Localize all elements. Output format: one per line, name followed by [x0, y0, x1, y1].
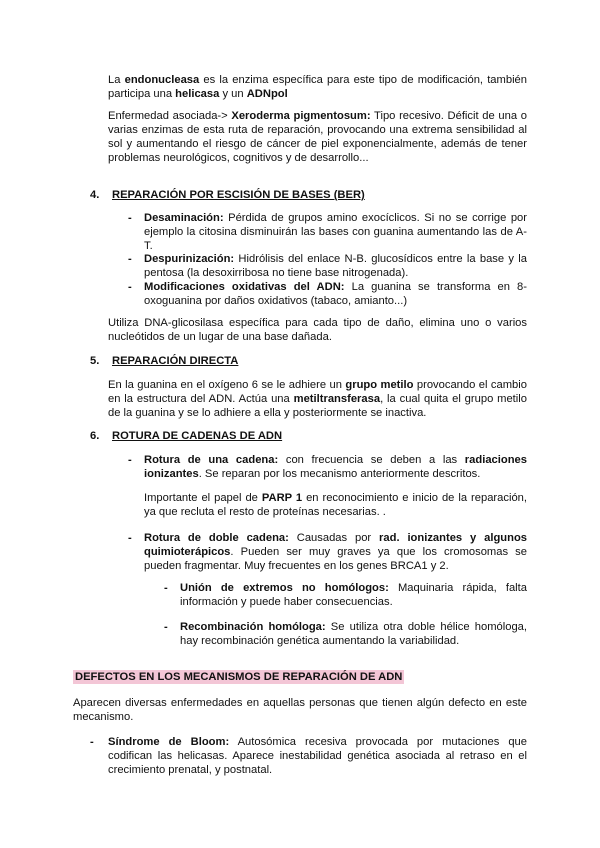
bullet-dash: -: [128, 253, 132, 265]
text: En la guanina en el oxígeno 6 se le adhiere un: [108, 379, 346, 391]
section-4-note: Utiliza DNA-glicosilasa específica para cada tipo de daño, elimina uno o varios nucleótidos de un lugar de una base dañada.: [108, 317, 527, 343]
sub-item-recombinacion: [180, 620, 527, 648]
text: Tipo recesivo. Déficit de una o varias enzimas de esta ruta de reparación, provocando una extrema sensibilidad al sol y aumentando el riesgo de cáncer de piel exponencialmente, además de tener problemas neurológicos, cognitivos y de desarrollo...: [108, 110, 527, 164]
section-number: 6.: [90, 430, 100, 442]
text: en reconocimiento e inicio de la reparación, ya que recluta el resto de proteínas necesarias. .: [144, 492, 528, 518]
bold-term: Modificaciones oxidativas del ADN:: [144, 281, 345, 293]
text: . Pueden ser muy graves ya que los cromosomas se pueden fragmentar. Muy frecuentes en los genes BRCA1 y 2.: [144, 546, 527, 572]
bullet-dash: -: [128, 454, 132, 466]
bold-term: rad. ionizantes y algunos quimioterápicos: [144, 532, 528, 558]
bold-term: Síndrome de Bloom:: [108, 736, 230, 748]
text: Maquinaria rápida, falta información y puede haber consecuencias.: [180, 582, 527, 608]
intro-paragraph-endonucleasa: [108, 73, 527, 101]
defects-heading: DEFECTOS EN LOS MECANISMOS DE REPARACIÓN DE ADN: [75, 671, 403, 683]
text: La: [108, 74, 125, 86]
section-title: ROTURA DE CADENAS DE ADN: [112, 430, 283, 442]
bold-term: Despurinización:: [144, 253, 235, 265]
text: es la enzima específica para este tipo de modificación, también participa una: [108, 74, 527, 100]
text: Hidrólisis del enlace N-B. glucosídicos entre la base y la pentosa (la desoxirribosa no tiene base nitrogenada).: [144, 253, 527, 279]
bold-term: PARP 1: [261, 492, 303, 504]
text: Causadas por: [288, 532, 380, 544]
bold-term: grupo metilo: [345, 379, 414, 391]
intro-paragraph-xeroderma: [108, 109, 527, 165]
bullet-dash: -: [128, 212, 132, 224]
text: . Se reparan por los mecanismo anteriormente descritos.: [198, 468, 481, 480]
bold-term: metiltransferasa: [293, 393, 381, 405]
text: provocando el cambio en la estructura del ADN. Actúa una: [108, 379, 527, 405]
bullet-dash: -: [164, 621, 168, 633]
list-item-bloom: [108, 735, 527, 777]
text: con frecuencia se deben a las: [278, 454, 465, 466]
section-title: REPARACIÓN DIRECTA: [112, 355, 239, 367]
text: , la cual quita el grupo metilo de la guanina y se lo adhiere a ella y posteriormente se inactiva.: [108, 393, 527, 419]
list-item-rotura-una-cadena: [144, 453, 527, 481]
text: Autosómica recesiva provocada por mutaciones que codifican las helicasas. Aparece inestabilidad genética asociada al retraso en el crecimiento prenatal, y postnatal.: [108, 736, 527, 776]
defects-intro: Aparecen diversas enfermedades en aquellas personas que tienen algún defecto en este mecanismo.: [73, 697, 527, 723]
section-4-heading: [90, 188, 365, 202]
section-number: 4.: [90, 189, 100, 201]
section-6-heading: [90, 429, 282, 443]
bold-term: endonucleasa: [124, 74, 200, 86]
text: La guanina se transforma en 8-oxoguanina por daños oxidativos (tabaco, amianto...): [144, 281, 527, 307]
list-item: [144, 280, 527, 308]
list-item-rotura-doble-cadena: [144, 531, 527, 573]
bullet-dash: -: [128, 281, 132, 293]
bold-term: helicasa: [175, 88, 220, 100]
list-item: [144, 211, 527, 253]
text: Importante el papel de: [144, 492, 262, 504]
sub-item-union-extremos: [180, 581, 527, 609]
bold-term: Xeroderma pigmentosum:: [231, 110, 371, 122]
bold-term: radiaciones ionizantes: [144, 454, 527, 480]
section-number: 5.: [90, 355, 100, 367]
text: Enfermedad asociada->: [108, 110, 232, 122]
text: Pérdida de grupos amino exocíclicos. Si no se corrige por ejemplo la citosina disminuirán las bases con guanina aumentando las de A-T.: [144, 212, 527, 252]
bold-term: Rotura de una cadena:: [144, 454, 279, 466]
section-5-heading: [90, 354, 238, 368]
bold-term: Recombinación homóloga:: [180, 621, 326, 633]
bold-term: Rotura de doble cadena:: [144, 532, 289, 544]
section-title: REPARACIÓN POR ESCISIÓN DE BASES (BER): [112, 189, 365, 201]
section-5-paragraph: [108, 378, 527, 420]
bold-term: Desaminación:: [144, 212, 224, 224]
bold-term: Unión de extremos no homólogos:: [180, 582, 389, 594]
text: Se utiliza otra doble hélice homóloga, hay recombinación genética aumentando la variabilidad.: [180, 621, 527, 647]
bullet-dash: -: [90, 736, 94, 748]
text: y un: [219, 88, 247, 100]
bullet-dash: -: [164, 582, 168, 594]
bold-term: ADNpol: [246, 88, 288, 100]
bullet-dash: -: [128, 532, 132, 544]
list-item: [144, 252, 527, 280]
parp1-note: [144, 491, 527, 519]
